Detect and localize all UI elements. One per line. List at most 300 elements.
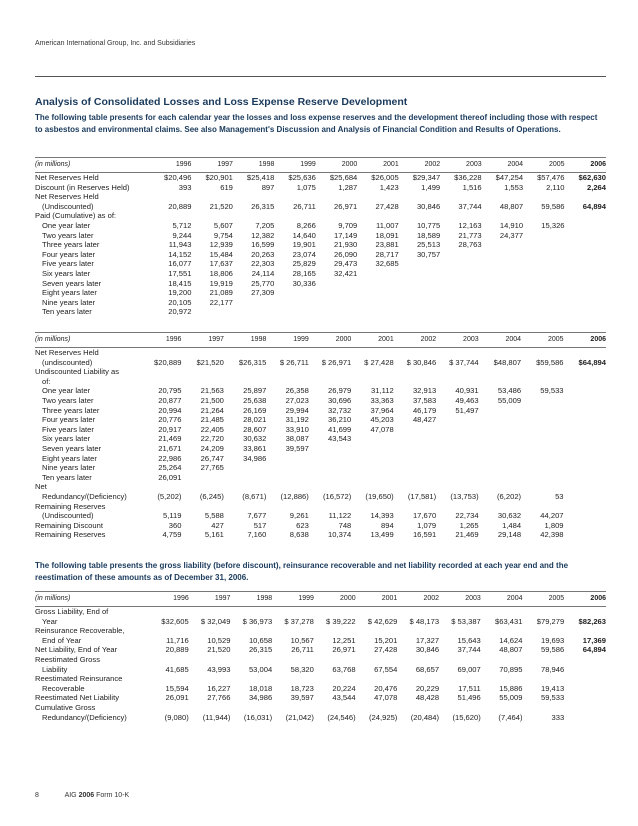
- cell-value: (11,944): [202, 712, 231, 722]
- empty-cell: [399, 279, 440, 289]
- cell-value: 9,244: [172, 230, 192, 240]
- cell-value: 1,809: [544, 520, 564, 530]
- empty-cell: [565, 288, 606, 298]
- cell-value: 26,169: [243, 405, 267, 415]
- cell-value: 26,711: [293, 201, 316, 211]
- empty-cell: [521, 463, 563, 473]
- cell-value: 1,423: [379, 182, 399, 192]
- empty-cell: [564, 463, 606, 473]
- empty-cell: [230, 626, 272, 636]
- cell-value: 16,591: [412, 530, 437, 540]
- cell-value: 333: [551, 712, 565, 722]
- cell-value: 23,074: [292, 249, 316, 259]
- empty-cell: [440, 192, 481, 202]
- empty-cell: [397, 655, 439, 665]
- cell-value: 32,732: [328, 405, 352, 415]
- row-label: Eight years later: [42, 453, 97, 463]
- table-row: [35, 492, 606, 502]
- cell-value: $ 36,973: [242, 616, 273, 626]
- cell-value: $25,684: [329, 173, 358, 182]
- table-row: [35, 463, 606, 473]
- cell-value: 26,090: [334, 249, 358, 259]
- empty-cell: [314, 674, 356, 684]
- cell-value: $48,807: [493, 357, 522, 367]
- row-label: Reestimated Net Liability: [35, 693, 119, 703]
- table-row: [35, 693, 606, 703]
- empty-cell: [181, 473, 223, 483]
- cell-value: 1,075: [296, 182, 316, 192]
- empty-cell: [394, 502, 436, 512]
- cell-value: 894: [381, 520, 394, 530]
- empty-cell: [357, 192, 398, 202]
- cell-value: 16,227: [207, 683, 231, 693]
- empty-cell: [481, 703, 523, 713]
- cell-value: $ 53,387: [451, 616, 481, 626]
- empty-cell: [564, 386, 606, 396]
- year-header: 2001: [351, 333, 393, 348]
- row-label: End of Year: [42, 635, 82, 645]
- year-header: 2002: [399, 158, 440, 173]
- cell-value: 59,533: [540, 693, 565, 703]
- table-row: [35, 674, 606, 684]
- empty-cell: [564, 674, 606, 684]
- cell-value: 48,807: [499, 645, 523, 655]
- empty-cell: [309, 367, 351, 377]
- cell-value: 25,638: [243, 395, 267, 405]
- cell-value: 68,657: [415, 664, 440, 674]
- table-row: [35, 473, 606, 483]
- row-label: Gross Liability, End of: [35, 607, 109, 616]
- cell-value: 26,091: [158, 472, 182, 482]
- empty-cell: [139, 502, 181, 512]
- cell-value: 30,632: [243, 434, 267, 444]
- cell-value: 20,795: [158, 386, 182, 396]
- table-row: [35, 279, 606, 289]
- empty-cell: [274, 307, 315, 317]
- year-header: 1999: [266, 333, 308, 348]
- empty-cell: [521, 406, 563, 416]
- empty-cell: [565, 307, 606, 317]
- cell-value: (19,650): [365, 491, 394, 501]
- empty-cell: [479, 502, 521, 512]
- empty-cell: [522, 674, 564, 684]
- cell-value: 17,149: [334, 230, 358, 240]
- year-header: 2004: [481, 592, 523, 607]
- table-row: [35, 645, 606, 655]
- cell-value: 1,287: [338, 182, 358, 192]
- empty-cell: [565, 250, 606, 260]
- cell-value: (24,546): [327, 712, 356, 722]
- empty-cell: [147, 607, 189, 617]
- empty-cell: [394, 425, 436, 435]
- empty-cell: [482, 211, 523, 221]
- row-label: Two years later: [42, 395, 94, 405]
- cell-value: 38,087: [285, 434, 309, 444]
- cell-value: (16,572): [322, 491, 352, 501]
- empty-cell: [564, 626, 606, 636]
- cell-value: 53,004: [248, 664, 273, 674]
- empty-cell: [523, 307, 564, 317]
- empty-cell: [316, 307, 357, 317]
- row-label: Six years later: [42, 268, 91, 278]
- table-row: [35, 202, 606, 212]
- gross-liability-table: [35, 591, 606, 722]
- empty-cell: [523, 269, 564, 279]
- unit-label: (in millions): [35, 158, 150, 173]
- cell-value: 28,717: [375, 249, 399, 259]
- empty-cell: [479, 444, 521, 454]
- table-row: [35, 183, 606, 193]
- cell-value: 40,931: [455, 386, 479, 396]
- cell-value: (7,464): [498, 712, 523, 722]
- cell-value: (20,484): [410, 712, 440, 722]
- empty-cell: [521, 396, 563, 406]
- cell-value: 24,377: [499, 230, 524, 240]
- row-label: Three years later: [42, 405, 100, 415]
- empty-cell: [399, 269, 440, 279]
- table-row: [35, 521, 606, 531]
- empty-cell: [564, 348, 606, 358]
- empty-cell: [436, 348, 478, 358]
- empty-cell: [482, 192, 523, 202]
- cell-value: 49,463: [455, 395, 479, 405]
- cell-value: 20,877: [158, 395, 182, 405]
- cell-value: 18,806: [209, 268, 233, 278]
- cell-value: 18,723: [290, 683, 314, 693]
- cell-value: (15,620): [452, 712, 481, 722]
- year-header: 1998: [233, 158, 274, 173]
- year-header: 2004: [479, 333, 521, 348]
- cell-value: 26,315: [251, 201, 275, 211]
- intro-paragraph-2: The following table presents the gross liability (before discount), reinsurance recoverable and net liability recorded at each year end and the reestimation of these amounts as of December 31, 2006.: [35, 561, 569, 582]
- cell-value: 19,901: [292, 240, 316, 250]
- empty-cell: [482, 250, 523, 260]
- year-header: 2006: [564, 592, 606, 607]
- table-row: [35, 192, 606, 202]
- empty-cell: [394, 377, 436, 387]
- cell-value: $ 37,744: [449, 357, 479, 367]
- row-label: (Undiscounted): [42, 201, 94, 211]
- cell-value: (16,031): [243, 712, 273, 722]
- row-label: (undiscounted): [42, 357, 93, 367]
- cell-value: 37,583: [412, 395, 437, 405]
- cell-value: 18,018: [248, 683, 273, 693]
- row-label: Three years later: [42, 240, 100, 250]
- cell-value: 15,594: [165, 683, 189, 693]
- empty-cell: [224, 463, 266, 473]
- empty-cell: [314, 703, 356, 713]
- row-label: Remaining Discount: [35, 520, 103, 530]
- cell-value: 64,894: [582, 645, 606, 655]
- cell-value: $ 30,846: [406, 357, 437, 367]
- year-header: 1999: [272, 592, 314, 607]
- empty-cell: [309, 502, 351, 512]
- row-label: Net Reserves Held: [35, 173, 99, 182]
- cell-value: 28,763: [458, 240, 482, 250]
- empty-cell: [523, 279, 564, 289]
- cell-value: 20,105: [168, 297, 192, 307]
- empty-cell: [266, 377, 308, 387]
- cell-value: $ 37,278: [284, 616, 314, 626]
- cell-value: 21,469: [158, 434, 182, 444]
- cell-value: 15,484: [209, 249, 233, 259]
- cell-value: (13,753): [450, 491, 479, 501]
- cell-value: 10,567: [290, 635, 314, 645]
- cell-value: 8,266: [296, 220, 316, 230]
- section-title: Analysis of Consolidated Losses and Loss Expense Reserve Development: [35, 96, 408, 108]
- table-row: [35, 406, 606, 416]
- empty-cell: [564, 415, 606, 425]
- cell-value: $29,347: [412, 173, 441, 182]
- empty-cell: [440, 298, 481, 308]
- table-row: [35, 617, 606, 627]
- cell-value: 517: [253, 520, 267, 530]
- empty-cell: [181, 348, 223, 358]
- year-header: 2001: [357, 158, 398, 173]
- empty-cell: [189, 655, 231, 665]
- empty-cell: [565, 211, 606, 221]
- empty-cell: [351, 348, 393, 358]
- cell-value: 32,685: [375, 259, 399, 269]
- empty-cell: [399, 288, 440, 298]
- page-footer: [35, 792, 129, 799]
- empty-cell: [351, 482, 393, 492]
- cell-value: 26,971: [334, 201, 358, 211]
- table-row: [35, 511, 606, 521]
- cell-value: 33,861: [243, 443, 267, 453]
- cell-value: 47,078: [374, 693, 398, 703]
- table-row: [35, 240, 606, 250]
- row-label: Remaining Reserves: [35, 530, 106, 540]
- empty-cell: [521, 502, 563, 512]
- empty-cell: [397, 703, 439, 713]
- empty-cell: [564, 607, 606, 617]
- cell-value: $ 27,428: [364, 357, 394, 367]
- table-row: [35, 386, 606, 396]
- cell-value: $26,005: [371, 173, 399, 182]
- empty-cell: [521, 434, 563, 444]
- year-header: 1996: [147, 592, 189, 607]
- cell-value: 59,533: [540, 386, 564, 396]
- cell-value: $25,636: [288, 173, 316, 182]
- empty-cell: [479, 473, 521, 483]
- empty-cell: [479, 454, 521, 464]
- row-label: Nine years later: [42, 463, 96, 473]
- empty-cell: [436, 454, 478, 464]
- table-row: [35, 250, 606, 260]
- empty-cell: [181, 377, 223, 387]
- cell-value: $47,254: [495, 173, 524, 182]
- cell-value: $ 48,173: [409, 616, 440, 626]
- row-label: Net: [35, 482, 47, 492]
- empty-cell: [356, 607, 398, 617]
- empty-cell: [356, 703, 398, 713]
- empty-cell: [482, 269, 523, 279]
- empty-cell: [272, 626, 314, 636]
- empty-cell: [351, 434, 393, 444]
- cell-value: 30,757: [416, 249, 441, 259]
- empty-cell: [191, 192, 232, 202]
- footer-year: 2006: [78, 792, 95, 799]
- table-row: [35, 665, 606, 675]
- empty-cell: [479, 415, 521, 425]
- empty-cell: [523, 240, 564, 250]
- row-label: Ten years later: [42, 472, 92, 482]
- row-label: (Undiscounted): [42, 511, 94, 521]
- cell-value: $26,315: [238, 357, 267, 367]
- cell-value: 12,382: [251, 230, 275, 240]
- cell-value: $32,605: [161, 616, 189, 626]
- cell-value: 53,486: [497, 386, 522, 396]
- empty-cell: [439, 655, 481, 665]
- cell-value: 2,264: [586, 182, 606, 192]
- year-header: 1997: [191, 158, 232, 173]
- row-label: Net Reserves Held: [35, 348, 99, 357]
- empty-cell: [564, 396, 606, 406]
- empty-cell: [436, 482, 478, 492]
- empty-cell: [224, 482, 266, 492]
- cell-value: 15,643: [457, 635, 481, 645]
- empty-cell: [521, 415, 563, 425]
- cell-value: $20,496: [164, 173, 192, 182]
- empty-cell: [150, 192, 191, 202]
- cell-value: 17,327: [415, 635, 440, 645]
- row-label: Reestimated Gross: [35, 654, 100, 664]
- empty-cell: [440, 307, 481, 317]
- cell-value: $62,630: [578, 173, 606, 182]
- empty-cell: [357, 298, 398, 308]
- cell-value: 14,624: [499, 635, 523, 645]
- empty-cell: [266, 473, 308, 483]
- empty-cell: [399, 298, 440, 308]
- cell-value: 37,964: [370, 405, 394, 415]
- empty-cell: [439, 674, 481, 684]
- cell-value: 37,744: [458, 201, 482, 211]
- cell-value: 59,586: [541, 201, 565, 211]
- empty-cell: [351, 454, 393, 464]
- cell-value: 31,192: [285, 415, 309, 425]
- footer-brand: AIG: [64, 792, 77, 799]
- cell-value: 32,421: [334, 268, 358, 278]
- cell-value: 43,543: [328, 434, 352, 444]
- empty-cell: [397, 626, 439, 636]
- empty-cell: [309, 463, 351, 473]
- empty-cell: [482, 307, 523, 317]
- cell-value: 25,264: [158, 463, 182, 473]
- empty-cell: [147, 703, 189, 713]
- empty-cell: [523, 288, 564, 298]
- empty-cell: [274, 298, 315, 308]
- row-label: Seven years later: [42, 278, 102, 288]
- table-row: [35, 221, 606, 231]
- cell-value: 37,744: [457, 645, 481, 655]
- cell-value: 25,513: [416, 240, 441, 250]
- empty-cell: [309, 482, 351, 492]
- cell-value: 51,496: [457, 693, 481, 703]
- cell-value: 12,939: [209, 240, 233, 250]
- cell-value: 48,428: [415, 693, 440, 703]
- row-label: Five years later: [42, 424, 94, 434]
- cell-value: $63,431: [495, 616, 523, 626]
- table-row: [35, 298, 606, 308]
- cell-value: 18,415: [168, 278, 192, 288]
- cell-value: 5,119: [163, 511, 182, 521]
- table-row: [35, 425, 606, 435]
- year-header: 1998: [230, 592, 272, 607]
- cell-value: 20,917: [158, 424, 182, 434]
- year-header: 2005: [522, 592, 564, 607]
- empty-cell: [309, 473, 351, 483]
- cell-value: 1,553: [504, 182, 524, 192]
- cell-value: 12,251: [332, 635, 356, 645]
- empty-cell: [564, 425, 606, 435]
- empty-cell: [191, 307, 232, 317]
- cell-value: 11,943: [168, 240, 192, 250]
- empty-cell: [397, 607, 439, 617]
- table-row: [35, 269, 606, 279]
- cell-value: $79,279: [536, 616, 565, 626]
- year-header: 2000: [314, 592, 356, 607]
- table-row: [35, 348, 606, 358]
- empty-cell: [522, 626, 564, 636]
- table-row: [35, 173, 606, 183]
- empty-cell: [440, 269, 481, 279]
- empty-cell: [436, 444, 478, 454]
- reserves-paid-table: [35, 157, 606, 317]
- cell-value: 17,369: [582, 635, 606, 645]
- empty-cell: [565, 192, 606, 202]
- empty-cell: [564, 684, 606, 694]
- empty-cell: [565, 221, 606, 231]
- cell-value: 20,776: [158, 415, 182, 425]
- empty-cell: [564, 473, 606, 483]
- cell-value: 30,336: [292, 278, 316, 288]
- year-header: 2001: [356, 592, 398, 607]
- empty-cell: [523, 250, 564, 260]
- empty-cell: [481, 626, 523, 636]
- cell-value: 19,200: [168, 288, 192, 298]
- cell-value: 9,261: [289, 511, 309, 521]
- empty-cell: [272, 655, 314, 665]
- cell-value: 26,979: [328, 386, 352, 396]
- cell-value: 1,499: [421, 182, 441, 192]
- cell-value: 7,205: [255, 220, 275, 230]
- empty-cell: [565, 231, 606, 241]
- empty-cell: [521, 377, 563, 387]
- empty-cell: [521, 367, 563, 377]
- empty-cell: [522, 607, 564, 617]
- cell-value: (12,886): [280, 491, 309, 501]
- cell-value: 16,599: [251, 240, 275, 250]
- cell-value: (8,671): [242, 491, 267, 501]
- table-row: [35, 415, 606, 425]
- cell-value: $ 26,711: [279, 357, 309, 367]
- cell-value: 29,473: [334, 259, 358, 269]
- empty-cell: [224, 502, 266, 512]
- empty-cell: [224, 348, 266, 358]
- empty-cell: [394, 482, 436, 492]
- cell-value: 22,986: [158, 453, 182, 463]
- cell-value: 5,588: [204, 511, 224, 521]
- empty-cell: [564, 665, 606, 675]
- year-header: 1996: [150, 158, 191, 173]
- row-label: Reestimated Reinsurance: [35, 674, 123, 684]
- empty-cell: [479, 406, 521, 416]
- empty-cell: [564, 482, 606, 492]
- cell-value: 21,520: [207, 645, 231, 655]
- empty-cell: [436, 367, 478, 377]
- company-name: American International Group, Inc. and Subsidiaries: [35, 40, 196, 47]
